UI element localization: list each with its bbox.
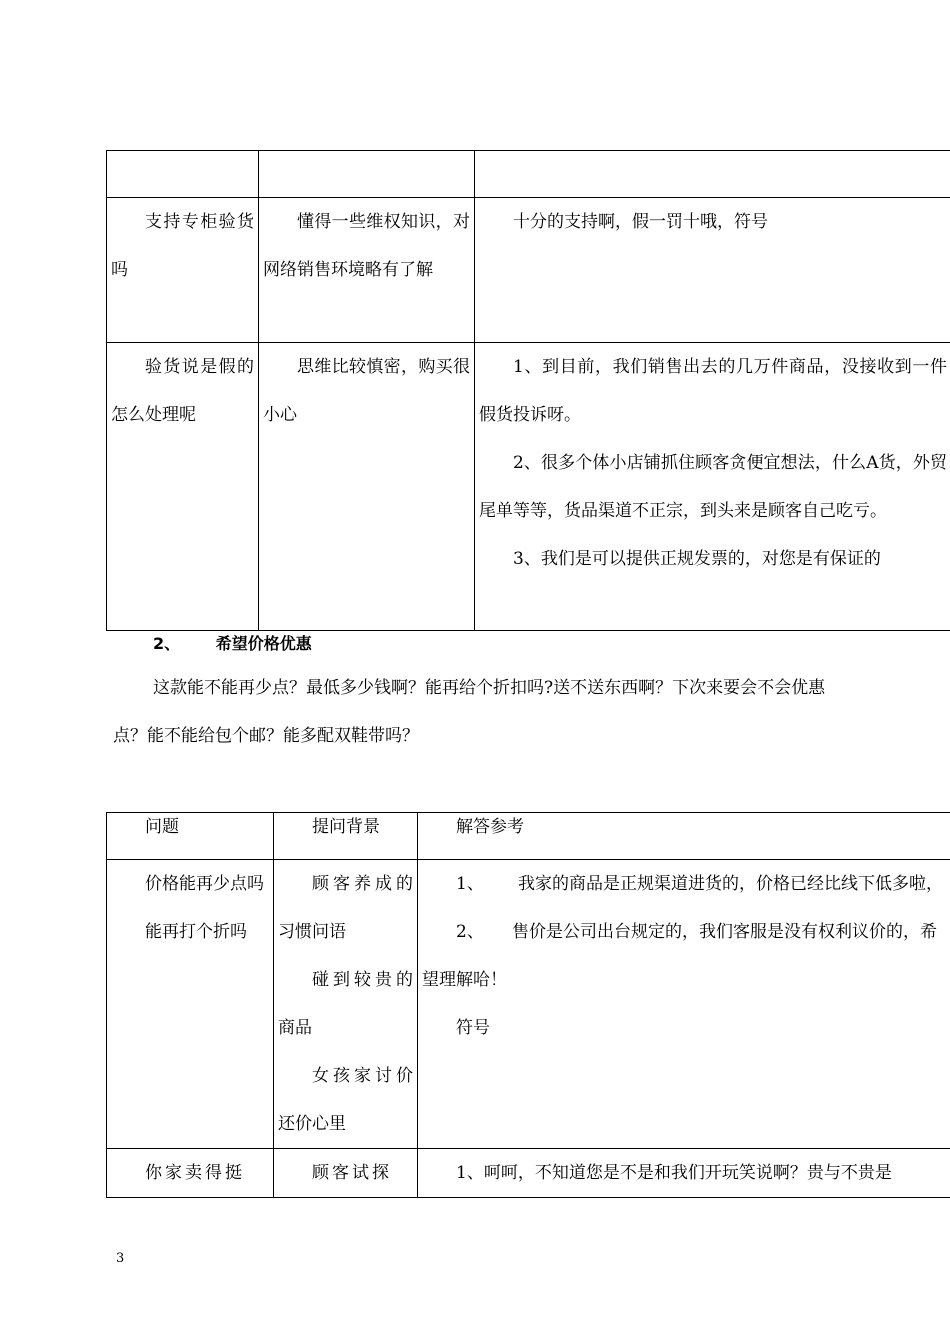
table-cell [259,151,475,198]
section-paragraph: 这款能不能再少点？最低多少钱啊？能再给个折扣吗?送不送东西啊？下次来要会不会优惠点？能不能给包个邮？能多配双鞋带吗？ [113,678,826,746]
table-cell [107,151,259,198]
table-header-row [107,813,950,860]
answer-line: 1、到目前，我们销售出去的几万件商品，没接收到一件假货投诉呀。 [479,357,947,425]
background-line: 顾客试探 [312,1163,392,1183]
question-cell: 验货说是假的怎么处理呢 [107,343,259,631]
answer-line: 十分的支持啊，假一罚十哦，符号 [513,212,768,232]
background-line: 碰到较贵的商品 [278,970,413,1038]
question-line: 你家卖得挺 [145,1163,245,1183]
background-cell [274,860,418,1149]
answer-line: 1、呵呵，不知道您是不是和我们开玩笑说啊？贵与不贵是 [456,1163,892,1183]
question-cell: 支持专柜验货吗 [107,198,259,343]
question-line: 能再打个折吗 [145,922,247,942]
table-row [107,1149,950,1198]
answer-number: 2、 [456,922,484,942]
table-cell [475,151,950,198]
answer-text: 我家的商品是正规渠道进货的，价格已经比线下低多啦， [518,874,943,894]
section-heading [153,632,312,656]
answer-line [422,860,947,908]
table-row [107,151,950,198]
question-cell [107,1149,274,1198]
question-cell [107,860,274,1149]
answer-line: 2、很多个体小店铺抓住顾客贪便宜想法，什么A货，外贸尾单等等，货品渠道不正宗，到头来是顾客自己吃亏。 [479,453,947,521]
answer-text: 符号 [456,1018,490,1038]
answer-number: 1、 [456,874,484,894]
answer-line [422,1004,947,1052]
background-cell [274,1149,418,1198]
question-line: 价格能再少点吗 [145,874,264,894]
answer-cell [418,860,950,1149]
section-title: 希望价格优惠 [215,634,312,653]
answer-cell [475,343,950,631]
column-header-background: 提问背景 [274,813,418,860]
background-line: 顾客养成的习惯问语 [278,874,413,942]
qa-table-1 [106,150,950,631]
column-header-question: 问题 [107,813,274,860]
page-number: 3 [116,1251,125,1266]
answer-line: 3、我们是可以提供正规发票的，对您是有保证的 [513,549,881,569]
table-row [107,860,950,1149]
background-line: 女孩家讨价还价心里 [278,1066,413,1134]
background-cell: 懂得一些维权知识，对网络销售环境略有了解 [259,198,475,343]
table-row [107,343,950,631]
answer-line [422,908,947,1004]
column-header-answer: 解答参考 [418,813,950,860]
answer-cell [418,1149,950,1198]
qa-table-2 [106,812,950,1198]
background-cell: 思维比较慎密，购买很小心 [259,343,475,631]
answer-text: 售价是公司出台规定的，我们客服是没有权利议价的，希望理解哈！ [422,922,937,990]
answer-cell [475,198,950,343]
table-row [107,198,950,343]
section-number: 2、 [153,634,181,653]
